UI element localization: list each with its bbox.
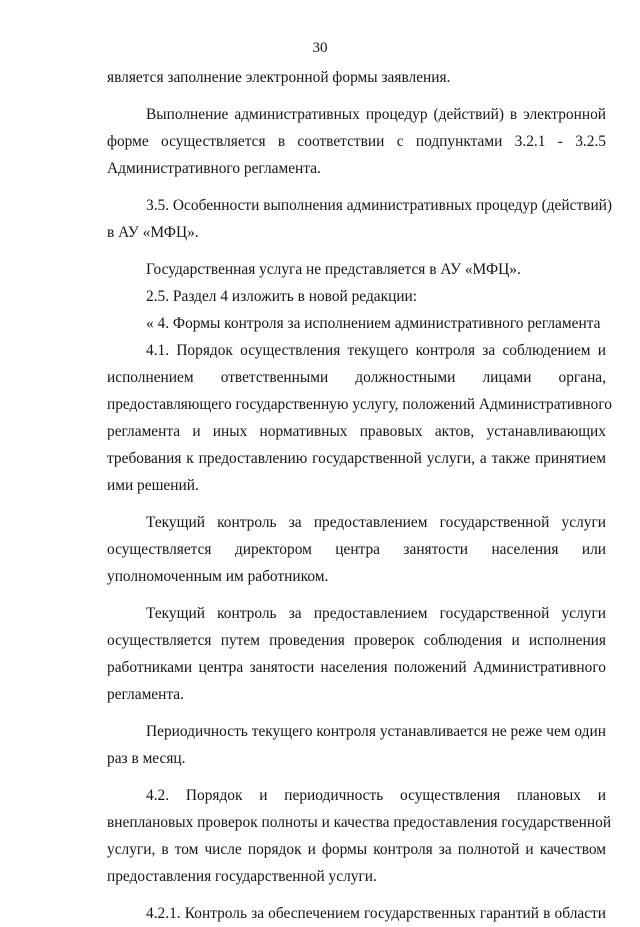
text-line: предоставления государственной услуги. — [107, 868, 377, 885]
text-line: уполномоченным им работником. — [107, 568, 329, 585]
text-line: осуществляется директором центра занятости населения или — [107, 541, 606, 558]
text-line: в АУ «МФЦ». — [107, 224, 199, 241]
text-line: услуги, в том числе порядок и формы контроля за полнотой и качеством — [107, 841, 606, 858]
text-line: Административного регламента. — [107, 160, 321, 177]
paragraph-gap — [107, 890, 606, 900]
paragraph-first-line: Текущий контроль за предоставлением государственной услуги — [146, 514, 606, 531]
paragraph-first-line: 4.2. Порядок и периодичность осуществления плановых и — [146, 787, 606, 804]
text-line: регламента. — [107, 686, 184, 703]
paragraph-first-line: Выполнение административных процедур (действий) в электронной — [146, 106, 606, 123]
text-line: является заполнение электронной формы заявления. — [107, 69, 451, 86]
text-line: внеплановых проверок полноты и качества предоставления государственной — [107, 814, 612, 831]
text-line: регламента и иных нормативных правовых актов, устанавливающих — [107, 423, 606, 440]
text-line: исполнением ответственными должностными лицами органа, — [107, 369, 606, 386]
page-number: 30 — [312, 40, 328, 56]
paragraph-first-line: Периодичность текущего контроля устанавливается не реже чем один — [146, 723, 606, 740]
paragraph-gap — [107, 91, 606, 101]
paragraph-gap — [107, 590, 606, 600]
paragraph-first-line: « 4. Формы контроля за исполнением административного регламента — [146, 315, 601, 332]
paragraph-first-line: 4.1. Порядок осуществления текущего контроля за соблюдением и — [146, 342, 606, 359]
paragraph-first-line: 4.2.1. Контроль за обеспечением государственных гарантий в области — [146, 905, 606, 922]
paragraph-gap — [107, 708, 606, 718]
paragraph-gap — [107, 182, 606, 192]
paragraph-gap — [107, 499, 606, 509]
text-line: предоставляющего государственную услугу, положений Административного — [107, 396, 612, 413]
text-line: форме осуществляется в соответствии с подпунктами 3.2.1 - 3.2.5 — [107, 133, 606, 150]
text-line: ими решений. — [107, 477, 199, 494]
paragraph-gap — [107, 772, 606, 782]
text-line: раз в месяц. — [107, 750, 186, 767]
paragraph-first-line: 2.5. Раздел 4 изложить в новой редакции: — [146, 288, 418, 305]
paragraph-first-line: Государственная услуга не представляется в АУ «МФЦ». — [146, 261, 521, 278]
text-line: работниками центра занятости населения положений Административного — [107, 659, 606, 676]
paragraph-first-line: 3.5. Особенности выполнения административных процедур (действий) — [146, 197, 613, 214]
text-line: требования к предоставлению государственной услуги, а также принятием — [107, 450, 606, 467]
text-line: осуществляется путем проведения проверок соблюдения и исполнения — [107, 632, 606, 649]
paragraph-first-line: Текущий контроль за предоставлением государственной услуги — [146, 605, 606, 622]
document-body — [107, 64, 613, 927]
paragraph-gap — [107, 246, 606, 256]
